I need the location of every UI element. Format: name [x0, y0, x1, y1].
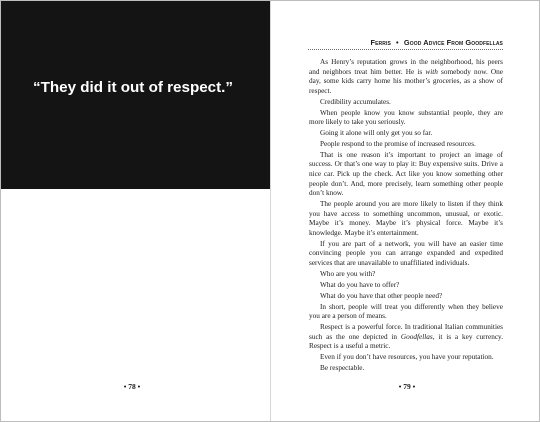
paragraph: Going it alone will only get you so far. — [320, 129, 433, 138]
running-head-author: Ferris — [370, 38, 391, 47]
running-head-title: Good Advice From Goodfellas — [403, 38, 503, 47]
dotted-rule — [308, 49, 503, 50]
paragraph: The people around you are more likely to listen if they think you have access to something uncommon, unusual, or exotic. Maybe it’s money. Maybe it’s physical force. Maybe it’s knowledge. Maybe it’s entertainment. — [309, 200, 503, 237]
right-page — [271, 1, 539, 421]
body-text — [309, 58, 503, 375]
running-head — [271, 38, 503, 47]
emphasis: Goodfellas — [400, 332, 433, 341]
paragraph: When people know you know substantial people, they are more likely to take you seriously. — [309, 108, 503, 127]
page-number-right: • 79 • — [398, 382, 416, 391]
paragraph: Who are you with? — [320, 269, 376, 278]
paragraph: Even if you don’t have resources, you have your reputation. — [320, 353, 494, 362]
paragraph: In short, people will treat you differently when they believe you are a person of means. — [309, 302, 503, 321]
emphasis: with — [425, 67, 438, 76]
paragraph: Be respectable. — [320, 363, 365, 372]
pull-quote: “They did it out of respect.” — [33, 79, 233, 96]
quote-panel — [1, 1, 270, 189]
paragraph: What do you have that other people need? — [320, 291, 443, 300]
paragraph: People respond to the promise of increased resources. — [320, 139, 476, 148]
running-head-separator: • — [396, 38, 399, 47]
paragraph: Respect is a powerful force. In traditional Italian communities such as the one depicted in Goodfellas, it is a key currency. Respect is a useful a metric. — [309, 323, 504, 351]
page-number-left: • 78 • — [123, 382, 141, 391]
left-page — [1, 1, 270, 421]
paragraph: That is one reason it’s important to project an image of success. Or that’s one way to play it: Buy expensive suits. Drive a nice car. Pick up the check. Act like you know something other people don’t. And, more precisely, learn something other people don’t know. — [309, 150, 503, 198]
paragraph: What do you have to offer? — [320, 280, 400, 289]
paragraph: If you are part of a network, you will have an easier time convincing people you can arrange expanded and expedited services that are unavailable to unaffiliated individuals. — [309, 239, 503, 267]
paragraph: Credibility accumulates. — [320, 97, 391, 106]
paragraph: As Henry’s reputation grows in the neighborhood, his peers and neighbors treat him better. He is with somebody now. One day, some kids carry home his mother’s groceries, as a show of respect. — [309, 58, 503, 95]
